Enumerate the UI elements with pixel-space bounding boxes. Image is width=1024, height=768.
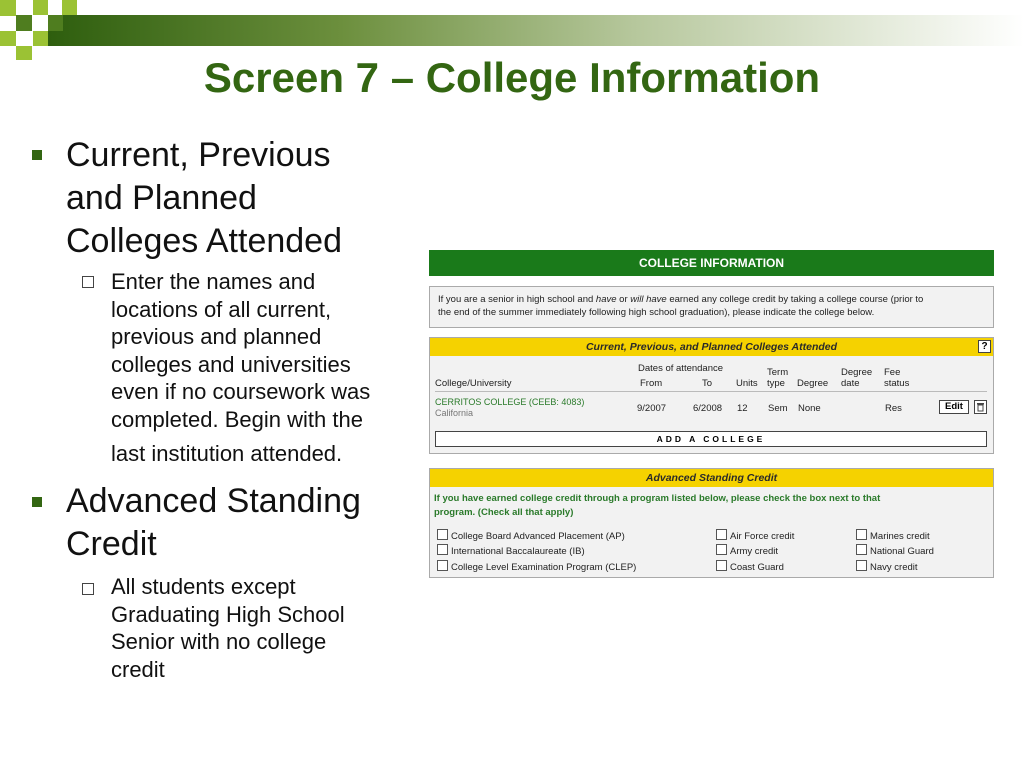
col-from: From [640, 378, 663, 389]
sub-bullet-2-line: Graduating High School [111, 601, 345, 627]
sub-bullet-2-line: credit [111, 656, 165, 682]
bullet-1-line: and Planned [66, 179, 257, 217]
intro-text-line2: the end of the summer immediately following high school graduation), please indicate the college below. [438, 307, 875, 318]
bullet-1-line: Current, Previous [66, 136, 331, 174]
option-label: Coast Guard [730, 562, 784, 573]
decor-square [16, 15, 32, 31]
col-degree: Degree [797, 378, 829, 389]
checkbox[interactable] [856, 529, 867, 540]
col-degree-date-1: Degree [841, 367, 873, 378]
option-label: Air Force credit [730, 531, 795, 542]
checkbox[interactable] [437, 529, 448, 540]
decor-square [62, 0, 77, 15]
sub-bullet-2-line: Senior with no college [111, 629, 327, 654]
college-name: CERRITOS COLLEGE (CEEB: 4083) [435, 397, 585, 407]
option-army[interactable] [716, 544, 778, 557]
colleges-title-bar [430, 338, 993, 356]
sub-bullet-marker [82, 583, 94, 595]
help-button[interactable]: ? [978, 340, 991, 353]
bullet-marker [32, 150, 42, 160]
bullet-2-line: Advanced Standing [66, 482, 361, 520]
option-air-force[interactable] [716, 529, 794, 542]
sub-bullet-1-line: even if no coursework was [111, 379, 371, 404]
colleges-box [429, 337, 994, 454]
advanced-title: Advanced Standing Credit [645, 472, 778, 484]
option-label: College Level Examination Program (CLEP) [451, 562, 637, 573]
checkbox[interactable] [716, 529, 727, 540]
option-label: College Board Advanced Placement (AP) [451, 531, 625, 542]
col-term-1: Term [767, 367, 789, 378]
checkbox[interactable] [437, 560, 448, 571]
checkbox[interactable] [856, 544, 867, 555]
col-dates: Dates of attendance [638, 363, 724, 374]
checkbox[interactable] [437, 544, 448, 555]
intro-box [429, 286, 994, 328]
decor-square [48, 15, 63, 31]
add-college-button[interactable] [435, 431, 987, 447]
col-to: To [702, 378, 713, 389]
form-header: COLLEGE INFORMATION [429, 250, 994, 276]
intro-text [438, 294, 923, 305]
option-label: National Guard [870, 546, 934, 557]
intro-emphasis: will have [630, 294, 667, 305]
sub-bullet-1-line: locations of all current, [111, 296, 332, 322]
delete-icon[interactable] [974, 400, 987, 414]
col-term-2: type [767, 378, 785, 389]
row-term: Sem [768, 403, 788, 414]
option-label: Navy credit [870, 562, 918, 573]
bullet-1-line: Colleges Attended [66, 222, 342, 260]
intro-text-part: or [616, 294, 631, 305]
page-title: Screen 7 – College Information [203, 54, 821, 101]
checkbox[interactable] [716, 560, 727, 571]
add-college-label: ADD A COLLEGE [656, 434, 766, 444]
row-units: 12 [737, 403, 748, 414]
option-marines[interactable] [856, 529, 930, 542]
sub-bullet-1-line: colleges and universities [111, 351, 351, 377]
row-to: 6/2008 [693, 403, 723, 414]
checkbox[interactable] [716, 544, 727, 555]
sub-bullet-marker [82, 276, 94, 288]
bullet-2-line: Credit [66, 525, 157, 563]
col-college: College/University [435, 378, 512, 389]
option-label: Marines credit [870, 531, 930, 542]
advanced-instructions: If you have earned college credit through a program listed below, please check the box next to that [434, 493, 881, 504]
option-national-guard[interactable] [856, 544, 934, 557]
advanced-title-bar [430, 469, 993, 487]
option-label: International Baccalaureate (IB) [451, 546, 585, 557]
gradient-bar [48, 15, 1024, 46]
advanced-instructions-2: program. (Check all that apply) [434, 507, 574, 518]
col-fee-1: Fee [884, 367, 901, 378]
col-fee-2: status [884, 378, 910, 389]
decor-square [33, 31, 48, 46]
header-divider [435, 391, 987, 392]
col-degree-date-2: date [841, 378, 860, 389]
row-from: 9/2007 [637, 403, 667, 414]
row-fee: Res [885, 403, 902, 414]
bullet-marker [32, 497, 42, 507]
option-clep[interactable] [437, 560, 636, 573]
sub-bullet-2-line: All students except [111, 574, 296, 599]
col-units: Units [736, 378, 758, 389]
row-degree: None [798, 403, 821, 414]
option-navy[interactable] [856, 560, 918, 573]
college-state: California [435, 408, 474, 418]
option-ib[interactable] [437, 544, 585, 557]
advanced-standing-box [429, 468, 994, 578]
intro-text-part: earned any college credit by taking a college course (prior to [666, 294, 924, 305]
option-ap[interactable] [437, 529, 625, 542]
edit-button[interactable]: Edit [939, 400, 969, 414]
sub-bullet-1-line: last institution attended. [111, 441, 343, 466]
decor-square [33, 0, 48, 15]
decor-square [0, 31, 16, 46]
decor-square [0, 0, 16, 16]
sub-bullet-1-line: completed. Begin with the [111, 406, 363, 432]
option-label: Army credit [730, 546, 779, 557]
sub-bullet-1-line: previous and planned [111, 324, 322, 349]
intro-text-part: If you are a senior in high school and [438, 294, 596, 305]
sub-bullet-1-line: Enter the names and [111, 269, 316, 294]
checkbox[interactable] [856, 560, 867, 571]
colleges-title: Current, Previous, and Planned Colleges Attended [585, 341, 838, 353]
option-coast-guard[interactable] [716, 560, 784, 573]
intro-emphasis: have [595, 294, 617, 305]
